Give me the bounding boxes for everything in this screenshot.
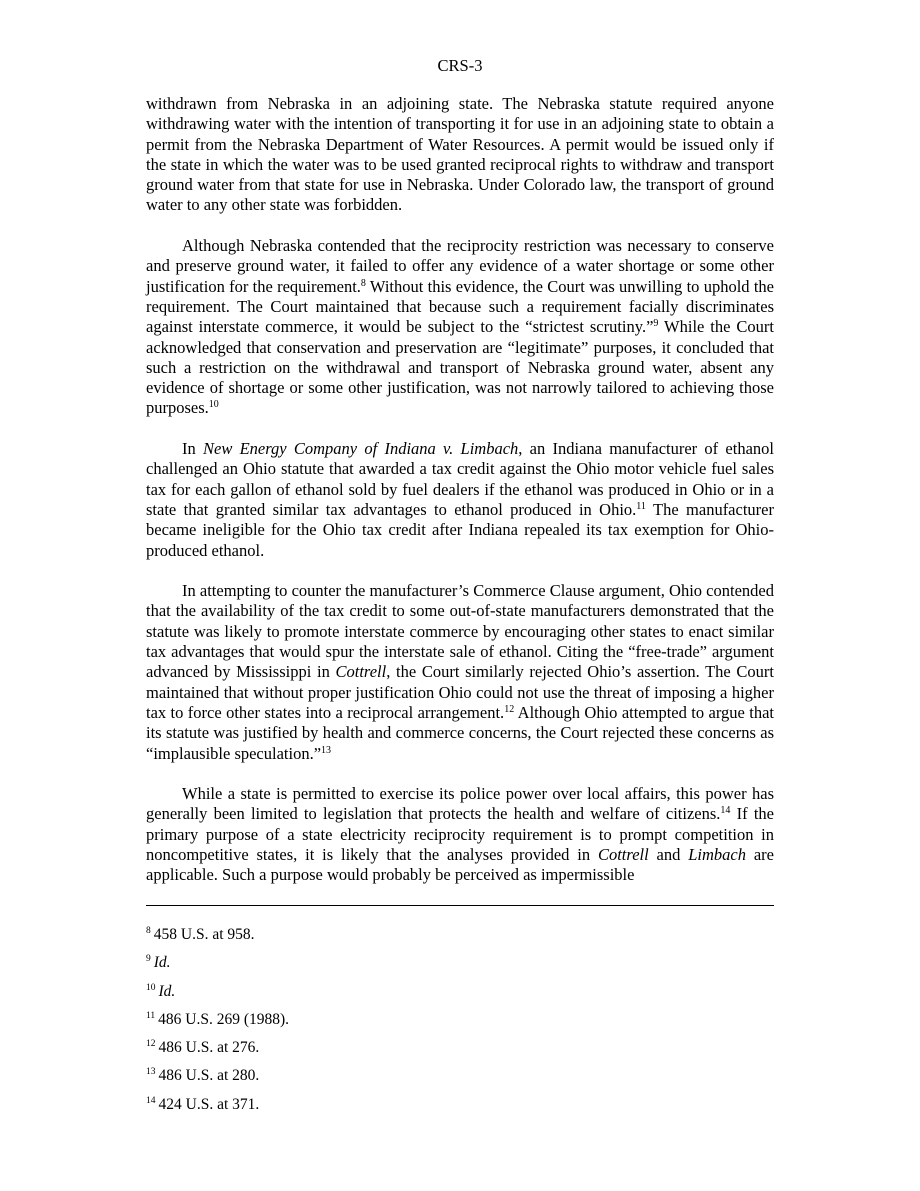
paragraph-5 <box>146 784 774 885</box>
paragraph-text: Without this evidence, the Court was unwilling to uphold the requirement. The Court maintained that because such a requirement facially discriminates against interstate commerce, it would be subject to the “strictest scrutiny.” <box>146 276 774 337</box>
footnote-text: 458 U.S. at 958. <box>153 926 255 943</box>
footnote-number: 10 <box>146 982 156 993</box>
footnote-ref-8[interactable]: 8 <box>360 277 366 289</box>
paragraph-text: Although Ohio attempted to argue that its statute was justified by health and commerce concerns, the Court rejected these concerns as “implausible speculation.” <box>146 702 774 763</box>
footnote-11 <box>146 1010 774 1038</box>
case-name: Cottrell <box>335 662 387 682</box>
footnote-number: 13 <box>146 1067 156 1078</box>
footnote-text: 486 U.S. 269 (1988). <box>158 1010 290 1028</box>
footnote-number: 14 <box>146 1095 156 1106</box>
page-number-header: CRS-3 <box>437 56 483 75</box>
footnote-number: 12 <box>146 1039 156 1050</box>
footnote-14 <box>146 1095 774 1123</box>
footnote-ref-12[interactable]: 12 <box>504 703 515 715</box>
footnote-text: 486 U.S. at 276. <box>158 1039 260 1057</box>
footnote-ref-9[interactable]: 9 <box>653 318 659 330</box>
paragraph-text: While a state is permitted to exercise its police power over local affairs, this power has generally been limited to legislation that protects the health and welfare of citizens. <box>146 784 774 824</box>
footnote-8 <box>146 925 774 953</box>
footnote-number: 11 <box>146 1010 156 1021</box>
footnote-text: Id. <box>158 982 176 1000</box>
footnote-ref-11[interactable]: 11 <box>636 500 646 512</box>
footnote-13 <box>146 1066 774 1094</box>
paragraph-2 <box>146 236 774 419</box>
footnote-ref-14[interactable]: 14 <box>720 805 731 817</box>
footnote-ref-10[interactable]: 10 <box>208 399 219 411</box>
body-text <box>146 94 774 906</box>
paragraph-text: If the primary purpose of a state electricity reciprocity requirement is to prompt competition in noncompetitive states, it is likely that the analyses provided in <box>146 804 774 864</box>
paragraph-text: Although Nebraska contended that the reciprocity restriction was necessary to conserve and preserve ground water, it failed to offer any evidence of a water shortage or some other justification for the requirement. <box>146 236 774 296</box>
paragraph-text: While the Court acknowledged that conservation and preservation are “legitimate” purposes, it concluded that such a restriction on the withdrawal and transport of Nebraska ground water, absent any evidence of shortage or some other justification, was not narrowly tailored to achieving those purposes. <box>146 317 774 418</box>
paragraph-1 <box>146 94 774 216</box>
footnote-number: 9 <box>146 954 151 965</box>
footnote-text: 424 U.S. at 371. <box>158 1095 260 1113</box>
case-name: New Energy Company of Indiana v. Limbach <box>203 439 519 459</box>
paragraph-text: are applicable. Such a purpose would probably be perceived as impermissible <box>146 844 774 885</box>
footnote-text: 486 U.S. at 280. <box>158 1067 260 1085</box>
case-name: Cottrell <box>597 844 649 864</box>
paragraph-3 <box>146 439 774 561</box>
footnote-ref-13[interactable]: 13 <box>321 744 332 756</box>
paragraph-text: The manufacturer became ineligible for the Ohio tax credit after Indiana repealed its tax exemption for Ohio-produced ethanol. <box>146 499 774 560</box>
paragraph-text: In attempting to counter the manufacturer’s Commerce Clause argument, Ohio contended that the availability of the tax credit to some out-of-state manufacturers demonstrated that the statute was likely to promote interstate commerce by encouraging other states to enact similar tax advantages that would spur the interstate sale of ethanol. Citing the “free-trade” argument advanced by Mississippi in <box>146 581 774 682</box>
footnote-separator <box>146 905 774 906</box>
footnotes <box>146 925 774 1123</box>
footnote-12 <box>146 1038 774 1066</box>
paragraph-4 <box>146 581 774 764</box>
paragraph-text: and <box>648 844 689 864</box>
case-name: Limbach <box>688 844 746 864</box>
paragraph-text: withdrawn from Nebraska in an adjoining state. The Nebraska statute required anyone withdrawing water with the intention of transporting it for use in an adjoining state to obtain a permit from the Nebraska Department of Water Resources. A permit would be issued only if the state in which the water was to be used granted reciprocal rights to withdraw and transport ground water from that state for use in Nebraska. Under Colorado law, the transport of ground water to any other state was forbidden. <box>146 94 774 215</box>
paragraph-text: , an Indiana manufacturer of ethanol challenged an Ohio statute that awarded a tax credit against the Ohio motor vehicle fuel sales tax for each gallon of ethanol sold by fuel dealers if the ethanol was produced in Ohio or in a state that granted similar tax advantages to ethanol produced in Ohio. <box>146 439 774 519</box>
footnote-number: 8 <box>146 926 151 936</box>
footnote-10 <box>146 982 774 1010</box>
footnote-9 <box>146 953 774 981</box>
paragraph-text: , the Court similarly rejected Ohio’s assertion. The Court maintained that without proper justification Ohio could not use the threat of imposing a higher tax to force other states into a reciprocal arrangement. <box>146 662 774 722</box>
paragraph-text: In <box>182 439 203 459</box>
footnote-text: Id. <box>153 954 171 972</box>
